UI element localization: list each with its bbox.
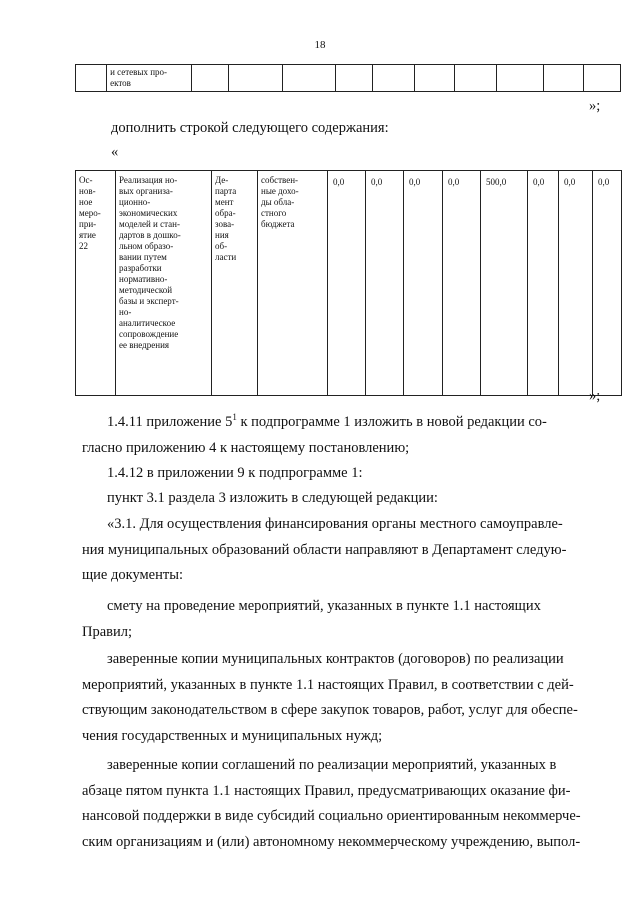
table-cell [414,65,454,92]
paragraph-agreements: заверенные копии соглашений по реализации мероприятий, указанных в абзаце пятом пункта 1.1 настоящих Правил, предусматривающих оказание фи- нансовой поддержки в виде субсидий социально ориентированным некоммерче- ским организациям и (или) автономному некоммерческому учреждению, выпол- [82,757,581,850]
table-cell [283,65,336,92]
table-cell [76,65,107,92]
cell-event-number: Ос- нов- ное меро- при- ятие 22 [79,175,101,251]
table-cell-value: 0,0 [443,171,481,396]
table-row [76,171,622,396]
cell-text: и сетевых про- ектов [110,67,168,88]
cell-event-description: Реализация но- вых организа- ционно- экономических моделей и стан- дартов в дошко- льном образо- вании путем разработки нормативно- методической базы и эксперт- но- аналитическое сопровождение ее внедрения [119,175,181,350]
paragraph-point-3-1: пункт 3.1 раздела 3 изложить в следующей редакции: [107,490,438,506]
table-cell [336,65,373,92]
paragraph-1-4-12: 1.4.12 в приложении 9 к подпрограмме 1: [107,465,363,481]
table-cell-value: 0,0 [559,171,593,396]
paragraph-1-4-11 [82,410,600,461]
table-cell [192,65,229,92]
table-row [76,65,621,92]
table-cell [76,171,116,396]
table-cell [455,65,496,92]
p1-text-rest: к подпрограмме 1 изложить в новой редакции со- гласно приложению 4 к настоящему постановлению; [82,414,547,456]
paragraph-3-1-text: «3.1. Для осуществления финансирования органы местного самоуправле- ния муниципальных образований области направляют в Департамент следую- щие документы: [82,516,567,583]
table-cell [583,65,620,92]
cell-funding-source: собствен- ные дохо- ды обла- стного бюджета [261,175,299,229]
table-cell [229,65,283,92]
opening-quote: « [111,144,119,160]
paragraph-contracts: заверенные копии муниципальных контрактов (договоров) по реализации мероприятий, указанных в пункте 1.1 настоящих Правил, в соответствии с дей- ствующим законодательством в сфере закупок товаров, работ, услуг для обеспе- чения государственных и муниципальных нужд; [82,651,578,744]
table-cell-value: 500,0 [481,171,528,396]
table-cell [544,65,583,92]
table-cell [258,171,328,396]
table-cell [116,171,212,396]
table-cell-value: 0,0 [404,171,443,396]
table-continuation [75,64,621,92]
table-cell-value: 0,0 [528,171,559,396]
cell-responsible: Де- парта мент обра- зова- ния об- ласти [215,175,237,262]
table-cell-value: 0,0 [366,171,404,396]
page-number: 18 [314,39,326,51]
paragraph-estimate: смету на проведение мероприятий, указанных в пункте 1.1 настоящих Правил; [82,598,541,640]
table-cell [373,65,414,92]
table-cell-value: 0,0 [328,171,366,396]
table-cell [212,171,258,396]
closing-quote-1: »; [589,98,601,114]
table-new-row [75,170,622,396]
table-cell [107,65,192,92]
table-cell-value: 0,0 [593,171,622,396]
table-cell [496,65,544,92]
instruction-text: дополнить строкой следующего содержания: [111,120,389,136]
closing-quote-2: »; [589,388,601,404]
p1-text: 1.4.11 приложение 5 [107,414,233,430]
p1-superscript: 1 [232,412,237,423]
